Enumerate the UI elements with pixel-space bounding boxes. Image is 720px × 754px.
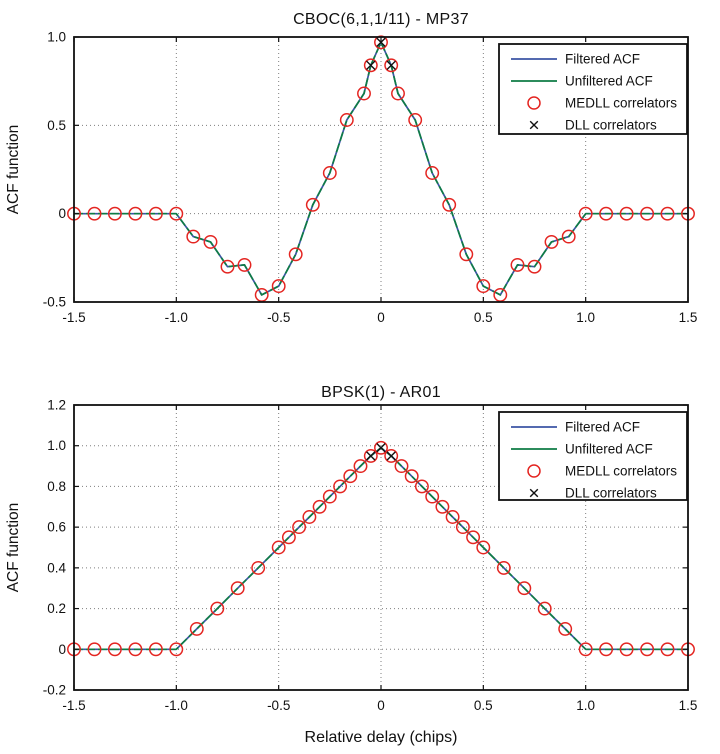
chart-title: BPSK(1) - AR01 (321, 384, 441, 401)
x-tick-labels (62, 310, 697, 325)
y-axis-label: ACF function (5, 124, 22, 215)
legend-label: Filtered ACF (565, 419, 641, 435)
y-tick-label: 1.2 (47, 397, 66, 413)
legend (499, 44, 687, 134)
y-tick-label: 0 (58, 641, 66, 657)
legend-label: Unfiltered ACF (565, 73, 653, 89)
legend-label: Filtered ACF (565, 51, 641, 67)
y-tick-label: 0.6 (47, 519, 66, 535)
y-tick-label: 0.5 (47, 117, 66, 133)
x-tick-label: -1.0 (164, 310, 188, 325)
legend-label: MEDLL correlators (565, 95, 678, 111)
y-tick-labels (43, 398, 67, 698)
y-tick-label: 0.8 (47, 478, 66, 494)
x-tick-label: 1.0 (576, 698, 596, 713)
x-tick-label: 1.5 (678, 310, 698, 325)
y-tick-label: 1.0 (47, 29, 66, 45)
chart-title: CBOC(6,1,1/11) - MP37 (293, 11, 469, 28)
x-tick-label: 0 (377, 310, 385, 325)
x-tick-label: 1.5 (678, 698, 698, 713)
y-tick-labels (43, 30, 66, 310)
legend-label: MEDLL correlators (565, 463, 678, 479)
y-tick-label: 0.4 (47, 560, 66, 576)
acf-chart-bottom (0, 377, 720, 754)
y-tick-label: 0.2 (47, 601, 66, 617)
y-tick-label: -0.5 (42, 294, 66, 310)
y-tick-label: 0 (58, 206, 66, 222)
x-tick-label: 0.5 (473, 310, 493, 325)
y-tick-label: -0.2 (42, 682, 66, 698)
x-tick-label: -1.0 (164, 698, 188, 713)
x-tick-label: 0.5 (473, 698, 493, 713)
x-tick-label: 1.0 (576, 310, 596, 325)
y-axis-label: ACF function (5, 502, 22, 593)
legend (499, 412, 687, 501)
acf-chart-bottom-svg (0, 377, 720, 754)
y-tick-label: 1.0 (47, 438, 66, 454)
x-tick-label: -1.5 (62, 698, 86, 713)
x-tick-label: -1.5 (62, 310, 86, 325)
x-tick-label: -0.5 (267, 698, 291, 713)
legend-label: DLL correlators (565, 485, 657, 501)
legend-label: DLL correlators (565, 117, 657, 133)
x-tick-label: -0.5 (267, 310, 291, 325)
legend-label: Unfiltered ACF (565, 441, 653, 457)
x-tick-labels (62, 698, 697, 713)
x-axis-label: Relative delay (chips) (304, 729, 458, 746)
x-tick-label: 0 (377, 698, 385, 713)
